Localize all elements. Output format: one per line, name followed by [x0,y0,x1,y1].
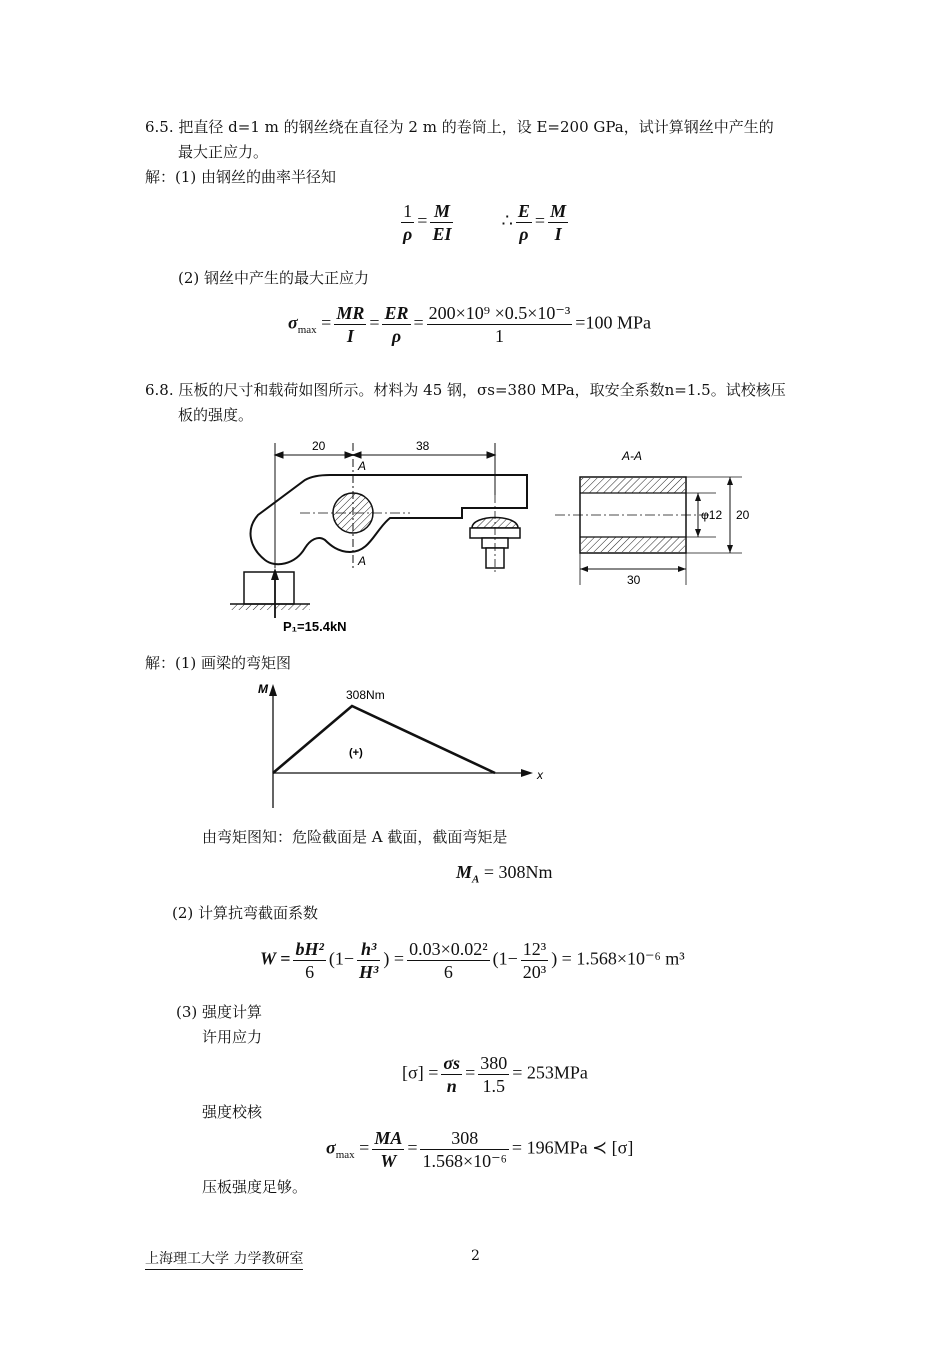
load-label: P₁=15.4kN [283,619,347,634]
peak-label: 308Nm [346,688,385,702]
problem-6-5-line1: 6.5. 把直径 d=1 m 的钢丝绕在直径为 2 m 的卷筒上，设 E=200 GPa，试计算钢丝中产生的 [145,118,774,136]
equation-allowable-stress: [σ] = $\frac{\sigma s}{n}$ = $\frac{380}{1.5}$ = 253MPa [402,1053,588,1096]
equation-max-stress-6-5: $\sigma_{max}$ = $\frac{MR}{I}$ = $\frac{ER}{\rho}$ = $\frac{\text{200×10⁹ ×0.5×10⁻³}}{1}$ =100 MPa [288,303,651,346]
solution-6-5-step2: (2) 钢丝中产生的最大正应力 [178,269,370,287]
conclusion-text: 压板强度足够。 [202,1178,308,1196]
problem-6-8-line1: 6.8. 压板的尺寸和载荷如图所示。材料为 45 钢，σs=380 MPa，取安全系数n=1.5。试校核压 [145,381,786,399]
section-a-top: A [358,459,367,473]
equation-curvature: $\frac{1}{\rho}$ = $\frac{M}{EI}$ ∴ $\frac{E}{\rho}$ = $\frac{M}{I}$ [403,201,567,244]
dim-width: 30 [627,573,641,587]
equation-strength-check: $\sigma_{max}$ = $\frac{MA}{W}$ = $\frac{308}{\text{1.568×10⁻⁶}}$ = 196MPa ≺ [σ] [326,1128,634,1171]
dim-right: 38 [416,439,430,453]
axis-m: M [258,682,268,696]
section-a-bottom: A [358,554,367,568]
strength-check-label: 强度校核 [202,1103,263,1121]
dim-left: 20 [312,439,326,453]
equation-section-modulus: W = $\frac{\text{bH²}}{6}$ (1− $\frac{\text{h³}}{\text{H³}}$ ) = $\frac{\text{0.03×0.02²}}{6}$ (1− $\frac{\text{12³}}{\text{20³}}$ ) = 1.568×10⁻⁶ m³ [260,939,685,982]
page-number: 2 [471,1248,480,1264]
solution-6-8-step2: (2) 计算抗弯截面系数 [172,904,319,922]
equation-ma: $M_A = 308Nm$ [456,862,553,886]
section-title: A-A [622,449,643,463]
solution-6-5-step1: 解：(1) 由钢丝的曲率半径知 [145,168,337,186]
solution-6-8-step3: (3) 强度计算 [176,1003,263,1021]
axis-x: x [537,768,543,782]
danger-section-text: 由弯矩图知：危险截面是 A 截面，截面弯矩是 [202,828,508,846]
dim-height: 20 [736,508,750,522]
solution-6-8-step1: 解：(1) 画梁的弯矩图 [145,654,292,672]
dim-phi: φ12 [701,508,723,522]
sign-label: (+) [349,747,363,759]
allowable-stress-label: 许用应力 [202,1028,263,1046]
moment-line [273,706,495,773]
problem-6-8-line2: 板的强度。 [178,406,254,424]
problem-6-5-line2: 最大正应力。 [178,143,269,161]
footer-institution: 上海理工大学 力学教研室 [145,1248,303,1270]
